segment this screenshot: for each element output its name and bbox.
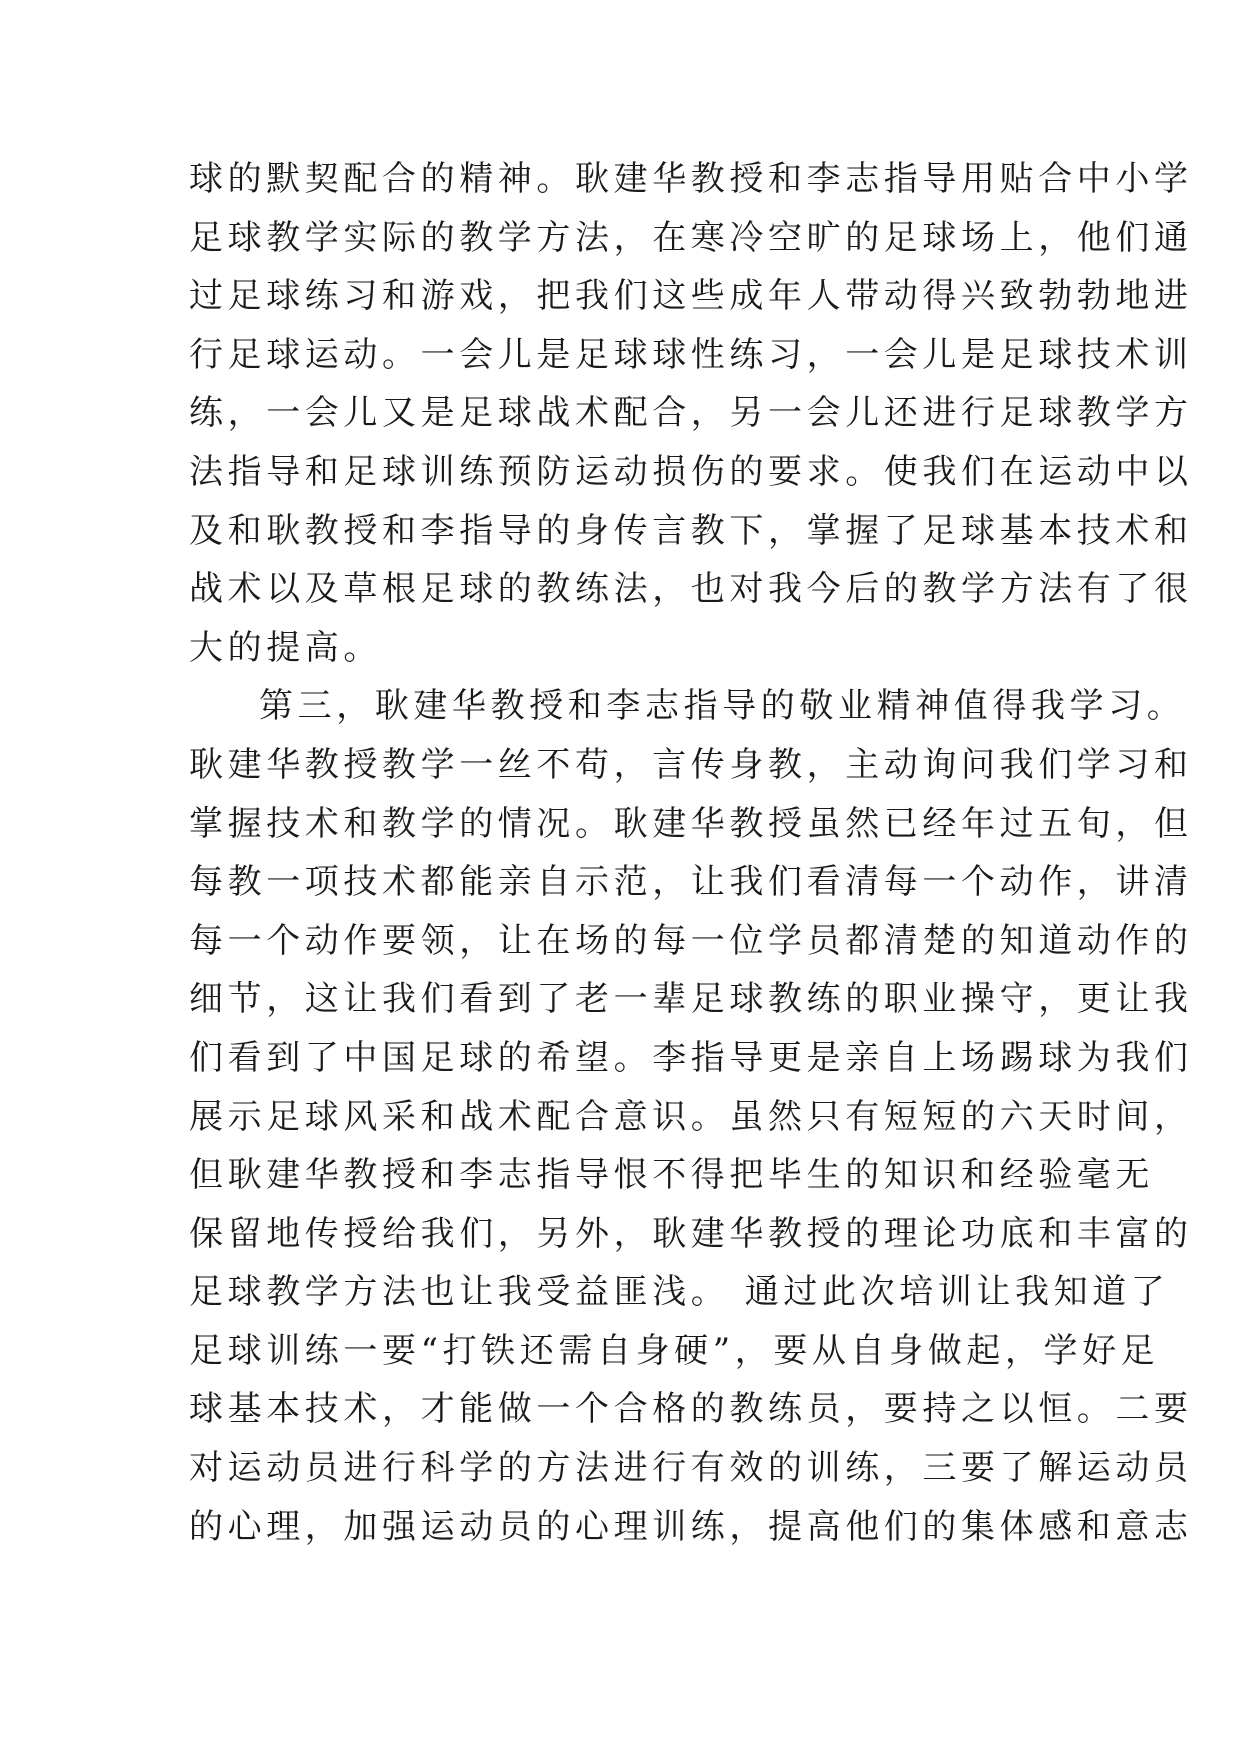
paragraph-start-line: 第三，耿建华教授和李志指导的敬业精神值得我学习。	[259, 686, 1186, 727]
text-line: 足球教学方法也让我受益匪浅。 通过此次培训让我知道了	[189, 1272, 1170, 1313]
text-line: 练，一会儿又是足球战术配合，另一会儿还进行足球教学方	[189, 393, 1193, 434]
text-line: 每教一项技术都能亲自示范，让我们看清每一个动作，讲清	[189, 862, 1193, 903]
text-line: 掌握技术和教学的情况。耿建华教授虽然已经年过五旬，但	[189, 803, 1193, 844]
text-line: 行足球运动。一会儿是足球球性练习，一会儿是足球技术训	[189, 334, 1193, 375]
text-line: 但耿建华教授和李志指导恨不得把毕生的知识和经验毫无	[189, 1155, 1154, 1196]
text-line: 球的默契配合的精神。耿建华教授和李志指导用贴合中小学	[189, 159, 1193, 199]
text-line: 球基本技术，才能做一个合格的教练员，要持之以恒。二要	[189, 1389, 1193, 1430]
text-line: 对运动员进行科学的方法进行有效的训练，三要了解运动员	[189, 1448, 1193, 1489]
body-text	[189, 150, 1193, 1556]
text-line: 足球训练一要“打铁还需自身硬”，要从自身做起，学好足	[189, 1330, 1160, 1371]
text-line: 保留地传授给我们，另外，耿建华教授的理论功底和丰富的	[189, 1213, 1193, 1254]
text-line: 足球教学实际的教学方法，在寒冷空旷的足球场上，他们通	[189, 217, 1193, 258]
text-line: 们看到了中国足球的希望。李指导更是亲自上场踢球为我们	[189, 1037, 1193, 1078]
text-line: 展示足球风采和战术配合意识。虽然只有短短的六天时间，	[189, 1096, 1193, 1137]
text-line: 每一个动作要领，让在场的每一位学员都清楚的知道动作的	[189, 920, 1193, 961]
text-line: 的心理，加强运动员的心理训练，提高他们的集体感和意志	[189, 1506, 1193, 1547]
text-line: 大的提高。	[189, 627, 382, 668]
text-line: 耿建华教授教学一丝不苟，言传身教，主动询问我们学习和	[189, 744, 1193, 785]
text-line: 细节，这让我们看到了老一辈足球教练的职业操守，更让我	[189, 979, 1193, 1020]
text-line: 过足球练习和游戏，把我们这些成年人带动得兴致勃勃地进	[189, 276, 1193, 317]
text-line: 及和耿教授和李指导的身传言教下，掌握了足球基本技术和	[189, 510, 1193, 551]
text-line: 法指导和足球训练预防运动损伤的要求。使我们在运动中以	[189, 451, 1193, 492]
text-line: 战术以及草根足球的教练法，也对我今后的教学方法有了很	[189, 569, 1193, 610]
